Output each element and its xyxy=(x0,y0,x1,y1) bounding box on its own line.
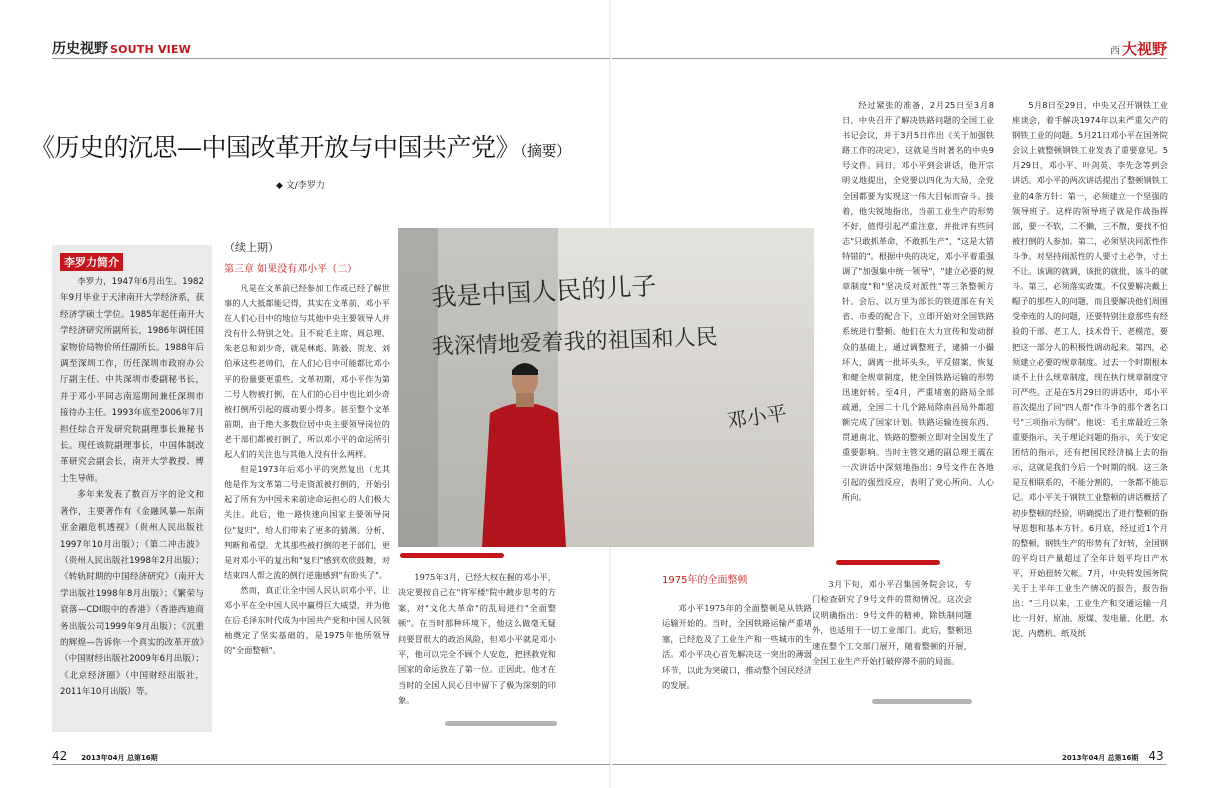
footer-right xyxy=(1062,749,1164,763)
continued-label: （续上期） xyxy=(224,241,279,254)
section-body xyxy=(662,601,812,693)
section-header-right xyxy=(1110,38,1167,59)
section-subtitle: SOUTH VIEW xyxy=(110,43,191,56)
column-4 xyxy=(842,98,994,506)
footer-rule-right xyxy=(612,764,1167,765)
paragraph: 1975年3月，已经大权在握的邓小平，决定要按自己在"将军楼"院中踱步思考的方案，对"文化大革命"的乱局进行"全面整顿"。在当时那种环境下，他这么做毫无疑问要冒很大的政治风险，但邓小平就是邓小平，他可以完全不顾个人安危，把拯救党和国家的命运放在了第一位。正因此，他才在当时的全国人民心目中留下了极为深刻的印象。 xyxy=(398,572,556,706)
section-prefix: 西 xyxy=(1110,46,1120,57)
paragraph: 但是1973年后邓小平的突然复出（尤其他是作为文革第二号走资派被打倒的，开始引起了所有为中国未来前途命运担心的人们极大关注。此后，他一路快速向国家主要领导岗位"复归"，给人们带来了更多的猜测、分析、判断和希望。尤其那些被打倒的老干部们，更是对邓小平的复出和"复归"感到欢欣鼓舞，对结束四人帮之流的倒行逆施感到"有盼头了"。 xyxy=(224,464,390,580)
decorative-bar xyxy=(400,553,504,558)
column-1 xyxy=(224,281,390,658)
column-5 xyxy=(1012,98,1168,641)
issue-info-right: 2013年04月 总第16期 xyxy=(1062,754,1139,762)
header-rule-right xyxy=(612,58,1167,59)
bio-heading: 李罗力简介 xyxy=(60,253,123,271)
footer-rule-left xyxy=(52,764,610,765)
section-title-right: 大视野 xyxy=(1122,40,1168,58)
article-title-suffix: （摘要） xyxy=(520,142,571,160)
paragraph: 邓小平1975年的全面整顿是从铁路运输开始的。当时，全国铁路运输严重堵塞，已经危及了工业生产和一些城市的生活。邓小平决心首先解决这一突出的薄弱环节，以此为突破口，推动整个国民经济的发展。 xyxy=(662,603,812,691)
section-title: 历史视野 xyxy=(52,41,108,57)
section-header-left xyxy=(52,38,191,58)
decorative-bar xyxy=(872,699,972,704)
paragraph: 3月下旬，邓小平召集国务院会议，专门检查研究了9号文件的贯彻情况。这次会议明确指出：9号文件的精神，除铁制问题外，也适用于一切工业部门。此后，整顿迅速在整个工交部门展开，随着整顿的开展，全国工业生产开始打破停滞不前的局面。 xyxy=(812,579,972,667)
header-rule-left xyxy=(52,58,610,59)
wall-text-line2: 我深情地爱着我的祖国和人民 xyxy=(431,325,719,360)
wall-text-line1: 我是中国人民的儿子 xyxy=(430,271,658,312)
paragraph: 经过紧张的准备，2月25日至3月8日，中央召开了解决铁路问题的全国工业书记会议，并于3月5日作出《关于加强铁路工作的决定》，这就是当时著名的中央9号文件。同日，邓小平到会讲话，他开宗明义地提出，全党要以四化为大局，全党全国都要为实现这一伟大目标而奋斗。接着，他尖锐地指出，当前工业生产的形势不好，值得引起严重注意，并批评有些同志"只敢抓革命，不敢抓生产"，"这是大错特错的"。根据中央的决定，邓小平着重强调了"加强集中统一领导"，"建立必要的规章制度"和"坚决反对派性"等三条整顿方针。会后，以万里为部长的铁道部在有关省、市委的配合下，立即开始对全国铁路系统进行整顿。他们在大力宣传和发动群众的基础上，通过调整班子，逮捕一小撮坏人，调离一批坏头头，平反错案，恢复和健全规章制度，使全国铁路运输的形势迅速好转。至4月，严重堵塞的路局全部疏通，全国二十几个路局除南昌局外都超额完成了国家计划。铁路运输连接东西、贯通南北，铁路的整顿立即对全国发生了重要影响。当时主管交通的副总理王震在一次讲话中深刻地指出：9号文件在各地引起的强烈反应，表明了党心所向、人心所向。 xyxy=(842,100,994,503)
footer-left xyxy=(52,749,158,763)
decorative-bar xyxy=(445,721,557,726)
paragraph: 然而，真正让全中国人民认识邓小平，让邓小平在全中国人民中赢得巨大威望，并为他在后毛泽东时代成为中国共产党和中国人民领袖奠定了坚实基础的，是1975年他所领导的"全面整顿"。 xyxy=(224,584,390,656)
section-heading: 1975年的全面整顿 xyxy=(662,575,748,586)
page-number-left: 42 xyxy=(52,749,68,763)
photo-wall-inscription xyxy=(398,228,814,547)
column-2 xyxy=(398,570,556,709)
article-author: ◆ 文/李罗力 xyxy=(276,181,325,191)
article-title xyxy=(30,128,571,164)
paragraph: 5月8日至29日，中央又召开钢铁工业座谈会，着手解决1974年以来严重欠产的钢铁工业的问题。5月21日邓小平在国务院会议上就整顿钢铁工业发表了重要意见。5月29日，邓小平、叶剑英、李先念等到会讲话。邓小平的两次讲话提出了整顿钢铁工业的4条方针：第一，必须建立一个坚强的领导班子。这样的领导班子就是作战指挥部，要一不软，二不懒，三不散，要找不怕被打倒的人参加。第二，必须坚决同派性作斗争。对坚持闹派性的人要寸土必争，寸土不让。该调的就调，该批的就批，该斗的就斗。第三，必须落实政策。不仅要解决戴上帽子的那些人的问题，而且要解决他们周围受牵连的人的问题，还要特别注意那些有经验的干部、老工人、技术骨干、老模范，要把这一部分人的积极性调动起来。第四，必须建立必要的规章制度。过去一个时期根本谈不上什么规章制度，现在执行规章制度守可严些。正是在5月29日的讲话中，邓小平首次提出了同"四人帮"作斗争的那个著名口号"三项指示为纲"。他说：毛主席最近三条重要指示，关于理论问题的指示，关于安定团结的指示，还有把国民经济搞上去的指示，这就是我们今后一个时期的纲。这三条是互相联系的，不能分割的，一条都不能忘记。邓小平关于钢铁工业整顿的讲话概括了初步整顿的经验，明确提出了进行整顿的指导思想和基本方针。6月底，经过近1个月的整顿，钢铁生产的形势有了好转，全国钢的平均日产量超过了全年计划平均日产水平，开始扭转欠帐。7月，中央转发国务院关于上半年工业生产情况的报告，报告指出："三月以来，工业生产和交通运输一月比一月好，原油、原煤、发电量、化肥、水泥、内燃机、纸及纸 xyxy=(1012,100,1168,639)
article-title-main: 《历史的沉思—中国改革开放与中国共产党》 xyxy=(30,133,521,162)
paragraph: 凡是在文革前已经参加工作或已经了解世事的人大抵都能记得，其实在文革前，邓小平在人们心目中的地位与其他中央主要领导人并没有什么特别之处。且不说毛主席、周总理、朱老总和刘少奇，就是林彪、陈毅、贺龙、刘伯承这些老帅们，在人们心目中可能都比邓小平的份量要更重些。文革初期，邓小平作为第二号人物被打倒，在人们的心目中也比刘少奇被打倒所引起的震动要小得多。甚至整个文革前期，由于绝大多数位居中央主要领导岗位的老干部们都被打倒了，所以邓小平的命运所引起人们的关注也与其他人没有什么两样。 xyxy=(224,283,390,460)
photo-illustration xyxy=(398,228,814,547)
bio-paragraph: 多年来发表了数百万字的论文和著作，主要著作有《金融风暴—东南亚金融危机透视》（贵州人民出版社1997年10月出版）；《第二冲击波》（贵州人民出版社1998年2月出版）；《转轨时期的中国经济研究》（南开大学出版社1998年8月出版）；《繁荣与衰落—CDI眼中的香港》（香港西迪商务出版公司1999年9月出版）；《沉重的辉煌—告诉你一个真实的改革开放》（中国财经出版社2009年6月出版）；《北京经济圈》（中国财经出版社，2011年10月出版）等。 xyxy=(60,490,204,698)
chapter-heading: 第三章 如果没有邓小平（二） xyxy=(224,264,358,275)
wall-signature: 邓小平 xyxy=(725,400,789,433)
column-3b xyxy=(812,577,972,669)
bio-paragraph: 李罗力，1947年6月出生。1982年9月毕业于天津南开大学经济系，获经济学硕士学位。1985年起任南开大学经济研究所副所长，1986年调任国家物价局物价所任副所长。1988年后调至深圳工作，历任深圳市政府办公厅副主任、中共深圳市委副秘书长，并于邓小平同志南巡期间兼任深圳市接待办主任。1993年底至2006年7月担任综合开发研究院副理事长兼秘书长。现任该院副理事长，中国体制改革研究会副会长，南开大学教授、博士生导师。 xyxy=(60,277,204,484)
page-number-right: 43 xyxy=(1148,749,1164,763)
author-bio-box xyxy=(52,245,212,732)
issue-info-left: 2013年04月 总第16期 xyxy=(81,754,158,762)
decorative-bar xyxy=(836,560,940,565)
